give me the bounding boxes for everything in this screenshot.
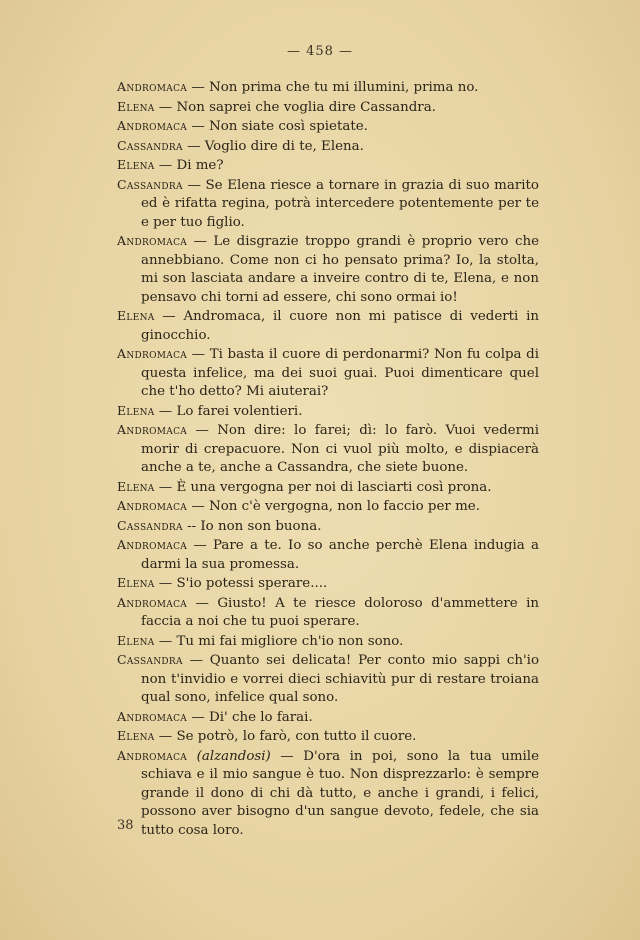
spoken-text: Non prima che tu mi illumini, prima no. [208, 80, 479, 95]
spoken-text: Non saprei che voglia dire Cassandra. [176, 99, 436, 115]
speaker-name: Andromaca [117, 79, 188, 94]
speaker-name: Andromaca [117, 498, 188, 513]
dialogue-line [117, 747, 539, 841]
signature-mark: 38 [117, 818, 134, 833]
speaker-name: Elena [117, 157, 155, 172]
dialogue-line [117, 232, 539, 307]
speaker-name: Elena [117, 478, 155, 494]
spoken-text: Lo farei volentieri. [176, 403, 303, 419]
dash-separator: — [187, 709, 209, 725]
spoken-text: Non c'è vergogna, non lo faccio per me. [208, 499, 480, 514]
speaker-name: Cassandra [117, 176, 183, 192]
dialogue-line [117, 478, 539, 498]
speaker-name: Elena [117, 575, 155, 590]
spoken-text: Pare a te. Io so anche perchè Elena indugia a darmi la sua promessa. [141, 538, 539, 572]
dialogue-line [117, 708, 539, 728]
dialogue-line [117, 727, 539, 747]
dialogue-line [117, 98, 539, 118]
dialogue-line [117, 651, 539, 708]
spoken-text: Le disgrazie troppo grandi è proprio vero che annebbiano. Come non ci ho pensato prima? Io, la stolta, mi son lasciata andare a inveire contro di te, Elena, e non pensavo chi torni ad essere, chi sono ormai io! [141, 234, 539, 305]
dash-separator: — [187, 80, 209, 95]
speaker-name: Cassandra [117, 652, 183, 667]
spoken-text: Se Elena riesce a tornare in grazia di suo marito ed è rifatta regina, potrà intercedere potentemente per te e per tuo figlio. [141, 177, 539, 230]
spoken-text: Tu mi fai migliore ch'io non sono. [176, 633, 404, 649]
dash-separator: — [187, 595, 218, 611]
dialogue-text [117, 78, 539, 840]
dash-separator: — [154, 158, 177, 173]
dialogue-line [117, 594, 539, 632]
speaker-name: Elena [117, 308, 155, 323]
dash-separator: — [187, 234, 214, 249]
page-number: — 458 — [286, 44, 354, 59]
dash-separator: — [187, 538, 213, 553]
dash-separator: — [154, 309, 184, 324]
spoken-text: Voglio dire di te, Elena. [204, 138, 364, 154]
dash-separator: — [187, 119, 209, 134]
dash-separator: — [187, 499, 209, 514]
dialogue-line [117, 497, 539, 517]
speaker-name: Andromaca [117, 708, 188, 724]
spoken-text: Se potrò, lo farò, con tutto il cuore. [176, 729, 417, 744]
dialogue-line [117, 574, 539, 594]
dialogue-line [117, 536, 539, 574]
spoken-text: Io non son buona. [200, 518, 322, 534]
dialogue-line [117, 632, 539, 652]
spoken-text: Non dire: lo farei; dì: lo farò. Vuoi vedermi morir di crepacuore. Non ci vuol più molto, e dispiacerà anche a te, anche a Cassandra, che siete buone. [141, 423, 539, 475]
dash-separator: — [187, 423, 218, 438]
spoken-text: Giusto! A te riesce doloroso d'ammettere in faccia a noi che tu puoi sperare. [141, 595, 539, 629]
dialogue-line [117, 421, 539, 478]
dialogue-line [117, 137, 539, 157]
dialogue-line [117, 517, 539, 537]
dash-separator: — [187, 347, 210, 362]
speaker-name: Andromaca [117, 233, 188, 248]
speaker-name: Cassandra [117, 517, 183, 533]
speaker-name: Andromaca [117, 422, 188, 437]
dialogue-line [117, 345, 539, 402]
dialogue-line [117, 117, 539, 137]
spoken-text: Ti basta il cuore di perdonarmi? Non fu colpa di questa infelice, ma dei suoi guai. Puoi dimenticare quel che t'ho detto? Mi aiuterai? [141, 347, 540, 399]
dialogue-line [117, 78, 539, 98]
spoken-text: D'ora in poi, sono la tua umile schiava e il mio sangue è tuo. Non disprezzarlo: è sempre grande il dono di chi dà tutto, e anche i grandi, i felici, possono aver bisogno d'un sangue devoto, fedele, che sia tutto cosa loro. [141, 748, 540, 838]
dialogue-line [117, 156, 539, 176]
dash-separator: — [182, 138, 205, 154]
speaker-name: Andromaca [117, 594, 188, 610]
spoken-text: Quanto sei delicata! Per conto mio sappi ch'io non t'invidio e vorrei dieci schiavitù pur di restare troiana qual sono, infelice qual sono. [141, 653, 539, 705]
dash-separator: -- [182, 518, 201, 534]
speaker-name: Elena [117, 98, 155, 114]
dialogue-line [117, 307, 539, 345]
speaker-name: Andromaca [117, 747, 188, 763]
spoken-text: S'io potessi sperare.... [176, 576, 328, 591]
speaker-name: Cassandra [117, 137, 183, 153]
spoken-text: Non siate così spietate. [208, 119, 368, 134]
speaker-name: Andromaca [117, 118, 188, 133]
spoken-text: Andromaca, il cuore non mi patisce di vederti in ginocchio. [141, 309, 540, 343]
dash-separator: — [154, 99, 177, 115]
speaker-name: Elena [117, 728, 155, 743]
dash-separator: — [182, 177, 206, 193]
dash-separator: — [154, 729, 177, 744]
stage-direction: (alzandosi) [196, 748, 271, 764]
dash-separator: — [154, 576, 177, 591]
spoken-text: Di me? [176, 158, 224, 173]
speaker-name: Elena [117, 402, 155, 418]
dash-separator: — [270, 748, 304, 764]
dialogue-line [117, 176, 539, 233]
spoken-text: È una vergogna per noi di lasciarti così prona. [176, 479, 492, 495]
dash-separator: — [154, 479, 177, 495]
dialogue-line [117, 402, 539, 422]
dash-separator: — [154, 403, 177, 419]
dash-separator: — [154, 633, 177, 649]
dash-separator: — [182, 653, 210, 668]
speaker-name: Elena [117, 632, 155, 648]
speaker-name: Andromaca [117, 537, 188, 552]
speaker-name: Andromaca [117, 346, 188, 361]
spoken-text: Di' che lo farai. [208, 709, 313, 725]
